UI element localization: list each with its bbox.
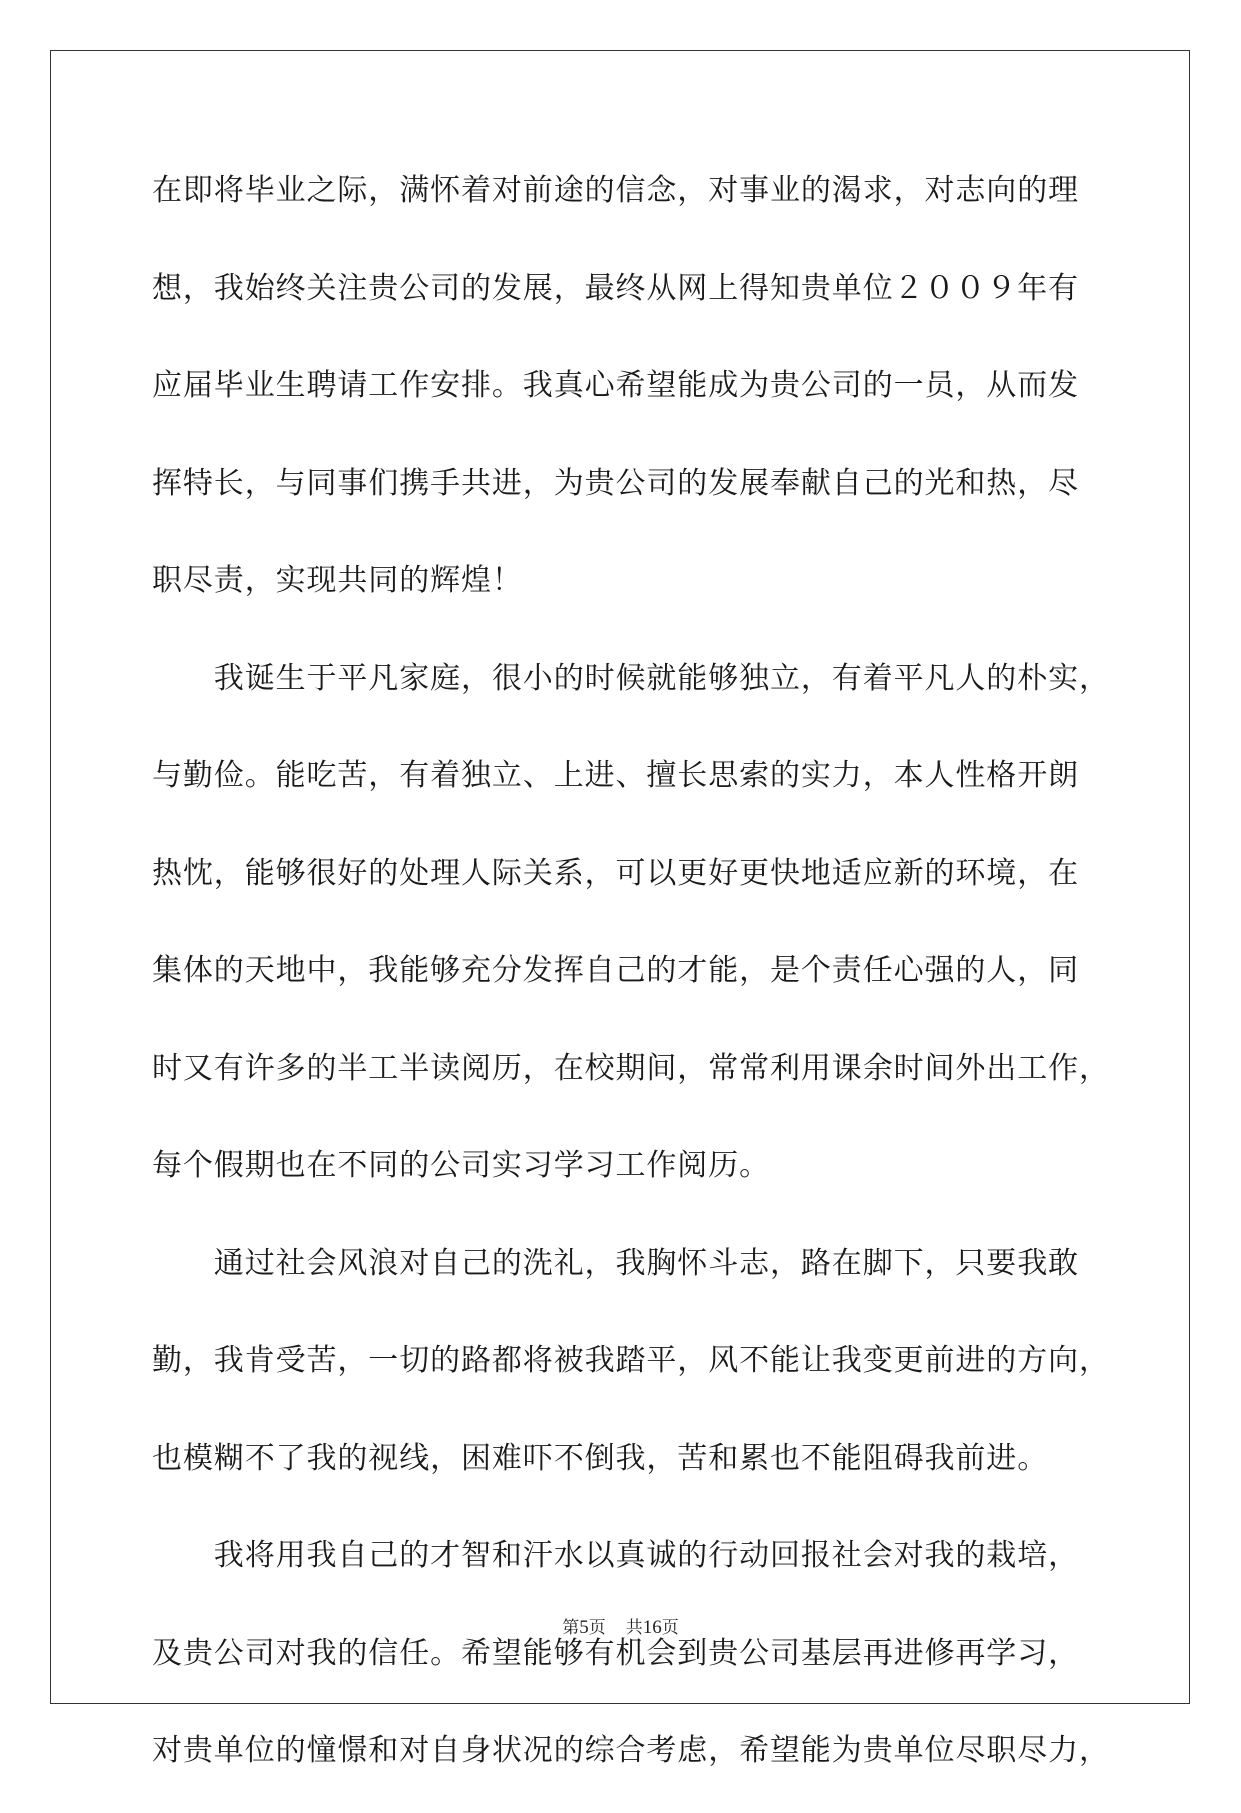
text-line: 与勤俭。能吃苦，有着独立、上进、擅长思索的实力，本人性格开朗 <box>152 758 1079 793</box>
text-line: 时又有许多的半工半读阅历，在校期间，常常利用课余时间外出工作， <box>152 1050 1110 1086</box>
footer-prefix: 第 <box>562 1618 580 1638</box>
footer-total-prefix: 共 <box>625 1618 643 1638</box>
footer-total-suffix: 页 <box>661 1618 679 1638</box>
current-page-number: 5 <box>579 1617 589 1638</box>
text-line: 对贵单位的憧憬和对自身状况的综合考虑，希望能为贵单位尽职尽力， <box>152 1733 1110 1768</box>
text-line: 职尽责，实现共同的辉煌！ <box>152 563 523 598</box>
text-line: 我诞生于平凡家庭，很小的时候就能够独立，有着平凡人的朴实， <box>152 660 1110 696</box>
total-page-count: 16 <box>642 1617 662 1638</box>
text-line: 勤，我肯受苦，一切的路都将被我踏平，风不能让我变更前进的方向， <box>152 1343 1110 1378</box>
text-line: 我将用我自己的才智和汗水以真诚的行动回报社会对我的栽培， <box>152 1538 1079 1573</box>
text-line: 想，我始终关注贵公司的发展，最终从网上得知贵单位２００９年有 <box>152 270 1079 306</box>
text-line: 集体的天地中，我能够充分发挥自己的才能，是个责任心强的人，同 <box>152 953 1079 988</box>
text-line: 每个假期也在不同的公司实习学习工作阅历。 <box>152 1148 770 1183</box>
text-line: 也模糊不了我的视线，困难吓不倒我，苦和累也不能阻碍我前进。 <box>152 1440 1049 1476</box>
text-line: 及贵公司对我的信任。希望能够有机会到贵公司基层再进修再学习， <box>152 1635 1079 1671</box>
text-line: 通过社会风浪对自己的洗礼，我胸怀斗志，路在脚下，只要我敢 <box>152 1245 1079 1281</box>
text-line: 在即将毕业之际，满怀着对前途的信念，对事业的渴求，对志向的理 <box>152 173 1079 208</box>
page-footer <box>0 1616 1241 1640</box>
text-line: 挥特长，与同事们携手共进，为贵公司的发展奉献自己的光和热，尽 <box>152 465 1079 501</box>
text-line: 应届毕业生聘请工作安排。我真心希望能成为贵公司的一员，从而发 <box>152 368 1079 403</box>
footer-page-suffix: 页 <box>588 1618 606 1638</box>
text-line: 热忱，能够很好的处理人际关系，可以更好更快地适应新的环境，在 <box>152 855 1079 891</box>
document-body <box>152 155 1110 1813</box>
